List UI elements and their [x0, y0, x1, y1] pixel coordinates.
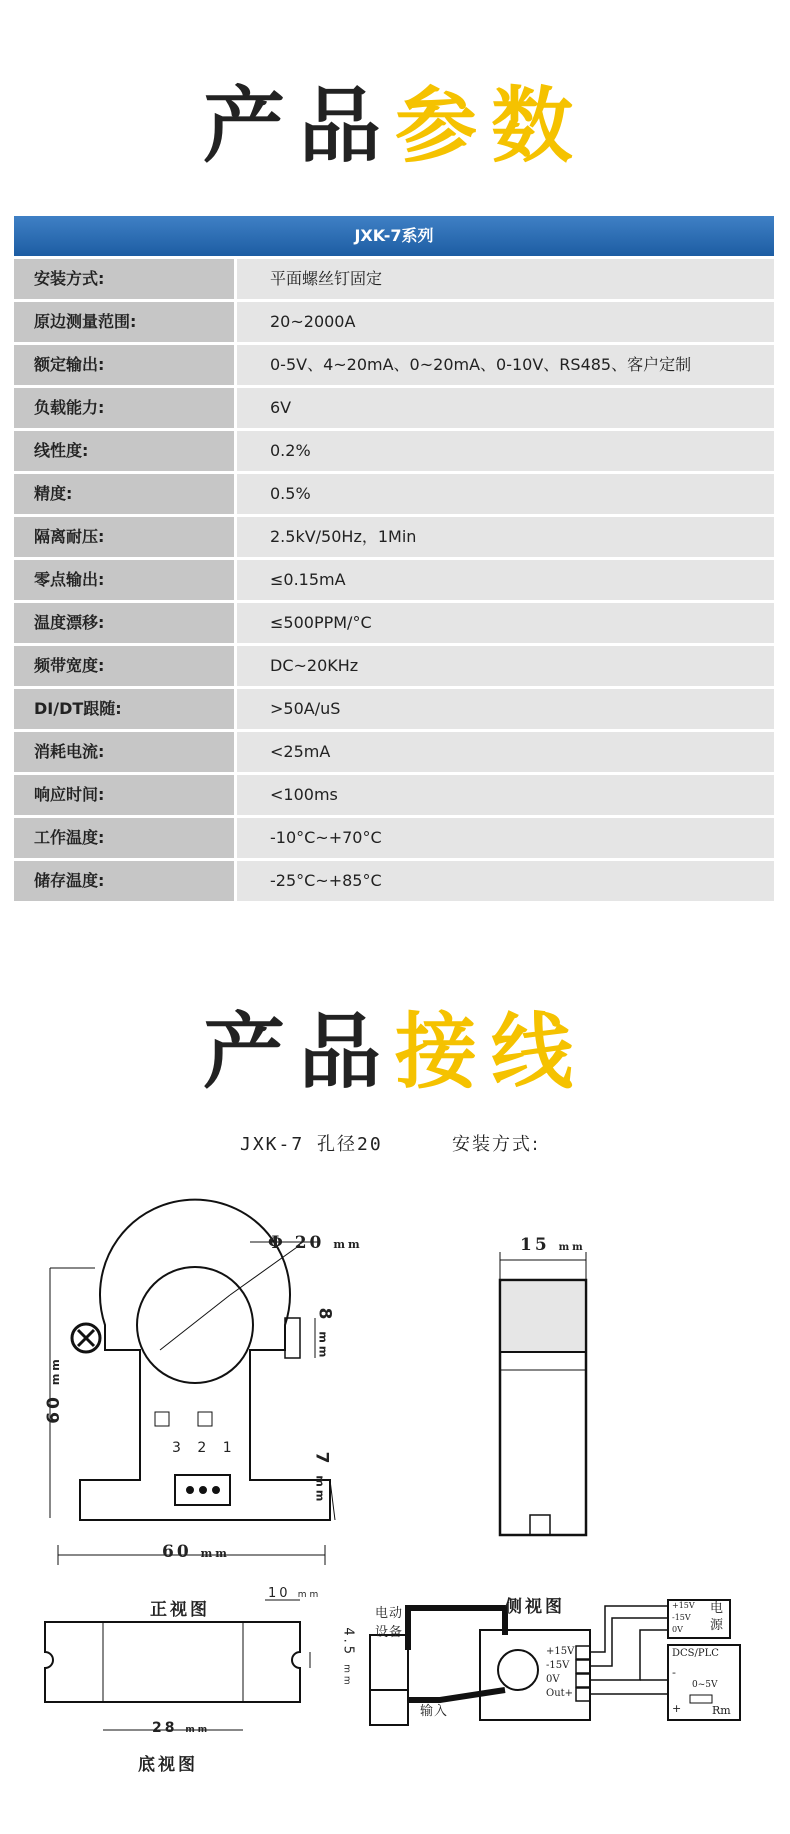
- title-accent-part: 接线: [395, 1005, 588, 1100]
- spec-value: -25°C~+85°C: [237, 861, 774, 901]
- spec-label: 响应时间:: [14, 775, 234, 815]
- title-black-part: 产品: [202, 1005, 395, 1100]
- install-label: 安装方式:: [452, 1134, 541, 1155]
- dim-width-label: 60 mm: [162, 1542, 230, 1562]
- dim-slot-w-label: 10 mm: [268, 1586, 322, 1601]
- bottom-view-caption: 底视图: [138, 1755, 198, 1775]
- spec-label: 额定输出:: [14, 345, 234, 385]
- screw-icon: [72, 1324, 100, 1352]
- spec-value: <25mA: [237, 732, 774, 772]
- dcs-label: DCS/PLC: [672, 1648, 719, 1659]
- spec-row: [14, 861, 774, 901]
- spec-label: 隔离耐压:: [14, 517, 234, 557]
- spec-label: 频带宽度:: [14, 646, 234, 686]
- spec-value: 2.5kV/50Hz，1Min: [237, 517, 774, 557]
- model-subtitle: JXK-7 孔径20: [240, 1134, 383, 1155]
- side-view-drawing: [500, 1252, 586, 1535]
- dim-base-label: 7 mm: [311, 1451, 332, 1505]
- spec-row: [14, 345, 774, 385]
- spec-value: 平面螺丝钉固定: [237, 259, 774, 299]
- spec-row: [14, 474, 774, 514]
- spec-value: 20~2000A: [237, 302, 774, 342]
- side-view-caption: 侧视图: [505, 1597, 565, 1617]
- spec-label: 线性度:: [14, 431, 234, 471]
- dim-thickness-label: 15 mm: [520, 1235, 586, 1255]
- spec-row: [14, 646, 774, 686]
- spec-value: -10°C~+70°C: [237, 818, 774, 858]
- spec-row: [14, 302, 774, 342]
- spec-label: 温度漂移:: [14, 603, 234, 643]
- range-label: 0~5V: [692, 1680, 718, 1690]
- title-black-part: 产品: [202, 79, 395, 174]
- device-label: 电动 设备: [375, 1606, 404, 1640]
- spec-value: 6V: [237, 388, 774, 428]
- spec-value: >50A/uS: [237, 689, 774, 729]
- spec-label: 工作温度:: [14, 818, 234, 858]
- spec-label: 安装方式:: [14, 259, 234, 299]
- section-title-wiring: [0, 1005, 790, 1100]
- spec-value: DC~20KHz: [237, 646, 774, 686]
- spec-label: 零点输出:: [14, 560, 234, 600]
- power-pin-labels: +15V -15V 0V: [672, 1601, 695, 1634]
- wiring-diagrams: [0, 1190, 790, 1830]
- spec-label: 储存温度:: [14, 861, 234, 901]
- rm-label: Rm: [712, 1704, 731, 1717]
- spec-row: [14, 560, 774, 600]
- front-view-drawing: [50, 1200, 335, 1565]
- spec-label: 消耗电流:: [14, 732, 234, 772]
- diagram-svg: [0, 1190, 790, 1830]
- spec-row: [14, 603, 774, 643]
- spec-value: 0.5%: [237, 474, 774, 514]
- front-view-caption: 正视图: [150, 1600, 210, 1620]
- dim-height-label: 60 mm: [43, 1356, 64, 1424]
- spec-value: 0.2%: [237, 431, 774, 471]
- spec-row: [14, 388, 774, 428]
- spec-table: [14, 216, 774, 904]
- input-label: 输入: [420, 1704, 449, 1719]
- spec-label: DI/DT跟随:: [14, 689, 234, 729]
- dim-inner-label: 28 mm: [152, 1720, 211, 1736]
- spec-row: [14, 431, 774, 471]
- spec-value: ≤0.15mA: [237, 560, 774, 600]
- dim-hole-label: Φ 20 mm: [268, 1233, 363, 1253]
- power-label: 电 源: [710, 1601, 724, 1633]
- spec-row: [14, 818, 774, 858]
- spec-row: [14, 259, 774, 299]
- dim-slot-label: 8 mm: [314, 1307, 335, 1361]
- title-accent-part: 参数: [395, 79, 588, 174]
- plus-sign: +: [672, 1702, 682, 1715]
- spec-row: [14, 732, 774, 772]
- minus-sign: -: [672, 1666, 676, 1679]
- terminal-labels: +15V -15V 0V Out+: [546, 1646, 575, 1699]
- dim-slot-h-label: 4.5 mm: [340, 1627, 356, 1688]
- spec-row: [14, 517, 774, 557]
- spec-label: 精度:: [14, 474, 234, 514]
- spec-row: [14, 775, 774, 815]
- spec-value: <100ms: [237, 775, 774, 815]
- spec-table-header: JXK-7系列: [14, 216, 774, 256]
- section-title-parameters: [0, 79, 790, 174]
- spec-label: 原边测量范围:: [14, 302, 234, 342]
- spec-row: [14, 689, 774, 729]
- spec-value: 0-5V、4~20mA、0~20mA、0-10V、RS485、客户定制: [237, 345, 774, 385]
- spec-value: ≤500PPM/°C: [237, 603, 774, 643]
- spec-label: 负载能力:: [14, 388, 234, 428]
- pin-numbers: 3 2 1: [172, 1440, 238, 1456]
